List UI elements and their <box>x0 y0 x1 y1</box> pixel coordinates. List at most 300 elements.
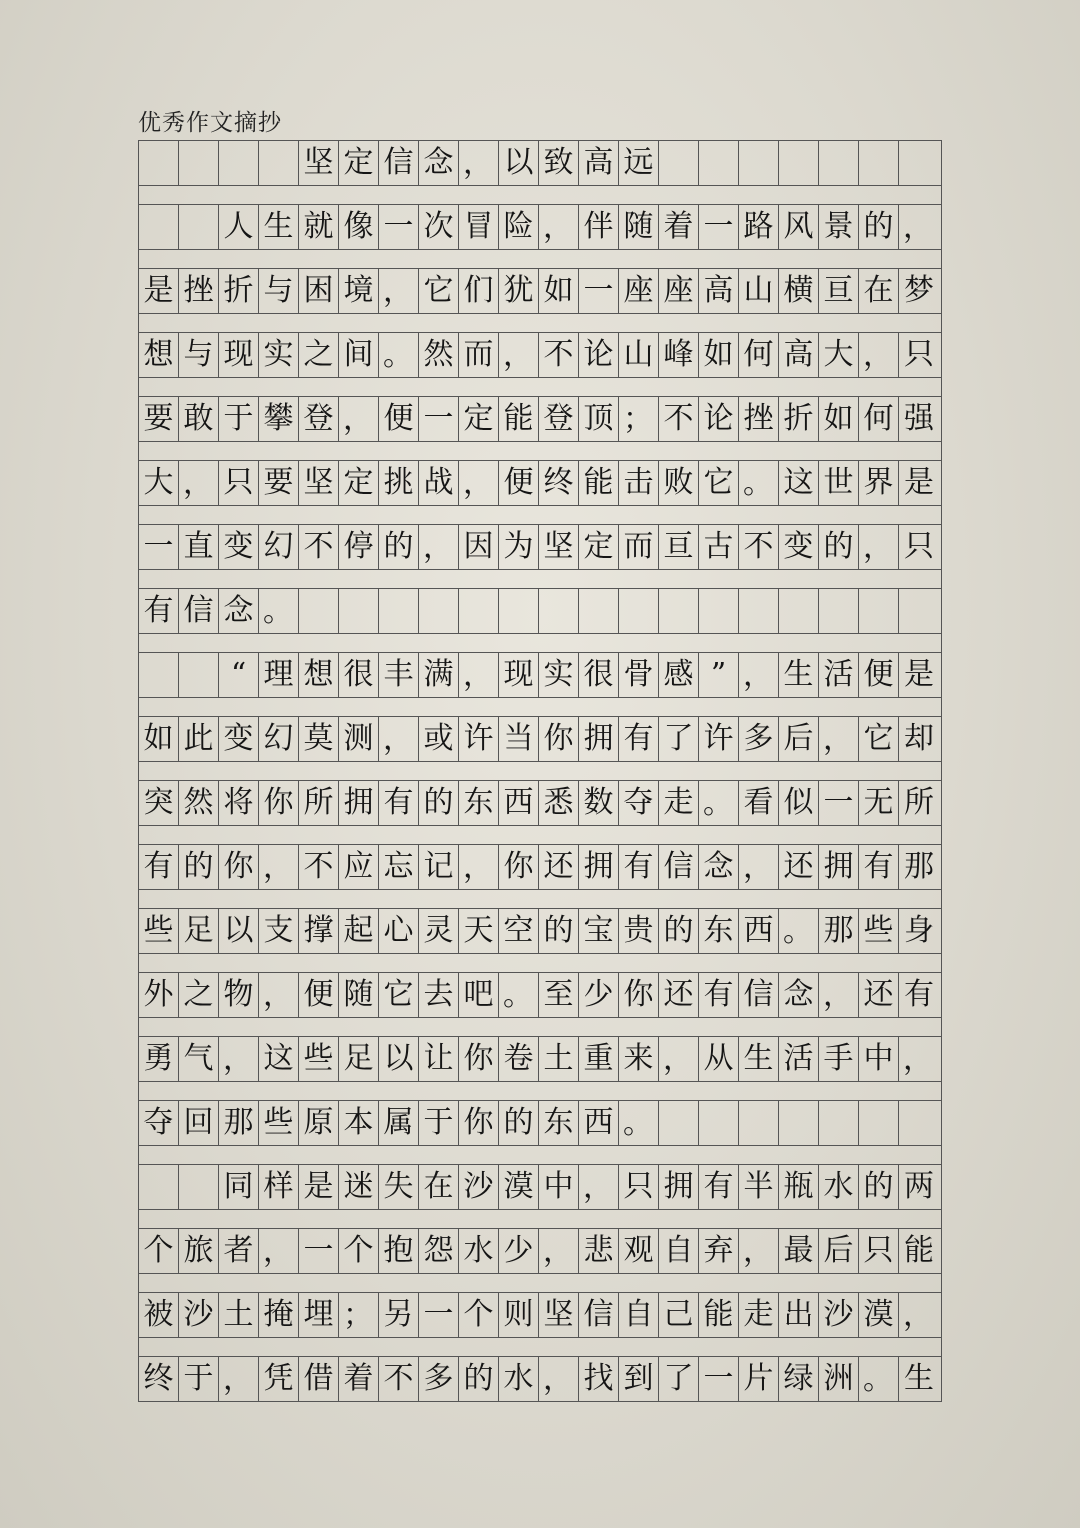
grid-cell: 的 <box>859 205 899 249</box>
grid-cell: 感 <box>659 653 699 697</box>
grid-cell: 世 <box>819 461 859 505</box>
grid-cell: 境 <box>339 269 379 313</box>
grid-cell: 撑 <box>299 909 339 953</box>
grid-cell: 很 <box>579 653 619 697</box>
grid-cell: 活 <box>779 1037 819 1081</box>
grid-cell: 突 <box>139 781 179 825</box>
grid-cell <box>659 141 699 185</box>
grid-cell: 。 <box>699 781 739 825</box>
grid-cell: 。 <box>619 1101 659 1145</box>
grid-cell: 个 <box>339 1229 379 1273</box>
grid-cell: ， <box>859 333 899 377</box>
grid-cell: 贵 <box>619 909 659 953</box>
grid-row-gap <box>139 761 941 780</box>
grid-cell: 的 <box>419 781 459 825</box>
grid-cell: 天 <box>459 909 499 953</box>
grid-cell: 属 <box>379 1101 419 1145</box>
grid-cell: 些 <box>139 909 179 953</box>
grid-cell: 水 <box>819 1165 859 1209</box>
grid-cell: 无 <box>859 781 899 825</box>
grid-cell <box>179 141 219 185</box>
grid-cell: 顶 <box>579 397 619 441</box>
grid-cell <box>259 141 299 185</box>
grid-cell: 你 <box>459 1037 499 1081</box>
grid-cell: 念 <box>699 845 739 889</box>
grid-cell <box>739 1101 779 1145</box>
grid-cell: ， <box>903 1298 933 1333</box>
grid-cell: 远 <box>619 141 659 185</box>
grid-cell: 有 <box>619 717 659 761</box>
grid-cell <box>859 141 899 185</box>
grid-cell: 峰 <box>659 333 699 377</box>
grid-cell: 论 <box>699 397 739 441</box>
grid-cell: 沙 <box>819 1293 859 1337</box>
grid-cell: 有 <box>139 845 179 889</box>
grid-cell: 个 <box>459 1293 499 1337</box>
grid-cell: 让 <box>419 1037 459 1081</box>
grid-cell: 原 <box>299 1101 339 1145</box>
grid-cell: 至 <box>539 973 579 1017</box>
grid-cell: 凭 <box>259 1357 299 1401</box>
grid-cell: 夺 <box>619 781 659 825</box>
grid-cell <box>699 1101 739 1145</box>
grid-cell: 出 <box>779 1293 819 1337</box>
grid-cell: 空 <box>499 909 539 953</box>
grid-cell: 的 <box>819 525 859 569</box>
grid-cell: 亘 <box>819 269 859 313</box>
grid-cell: 随 <box>339 973 379 1017</box>
grid-row-gap <box>139 1081 941 1100</box>
grid-cell: 后 <box>779 717 819 761</box>
grid-cell: ， <box>903 210 933 245</box>
grid-cell: 悉 <box>539 781 579 825</box>
grid-row-gap <box>139 953 941 972</box>
grid-cell: 们 <box>459 269 499 313</box>
grid-cell: ， <box>539 205 579 249</box>
grid-cell: 灵 <box>419 909 459 953</box>
grid-cell: 西 <box>499 781 539 825</box>
grid-cell: 只 <box>904 529 934 564</box>
grid-cell: 实 <box>259 333 299 377</box>
grid-cell: 信 <box>579 1293 619 1337</box>
grid-cell <box>899 589 939 633</box>
grid-cell: 一 <box>299 1229 339 1273</box>
grid-cell: 支 <box>259 909 299 953</box>
grid-cell: 攀 <box>259 397 299 441</box>
grid-cell: ， <box>259 973 299 1017</box>
grid-cell: 最 <box>779 1229 819 1273</box>
grid-cell: 能 <box>579 461 619 505</box>
grid-cell: 信 <box>179 589 219 633</box>
grid-cell: 却 <box>904 721 934 756</box>
grid-cell: 来 <box>619 1037 659 1081</box>
grid-cell: 你 <box>539 717 579 761</box>
grid-cell: 不 <box>299 525 339 569</box>
grid-cell: ， <box>179 461 219 505</box>
grid-cell: 挫 <box>179 269 219 313</box>
grid-cell: ； <box>339 1293 379 1337</box>
grid-cell: 。 <box>739 461 779 505</box>
grid-cell: 拥 <box>579 717 619 761</box>
grid-cell: 拥 <box>819 845 859 889</box>
grid-cell: ， <box>499 333 539 377</box>
grid-cell <box>339 589 379 633</box>
grid-cell: 少 <box>579 973 619 1017</box>
grid-cell <box>539 589 579 633</box>
grid-cell: 被 <box>139 1293 179 1337</box>
grid-cell <box>139 1165 179 1209</box>
grid-cell: ， <box>459 653 499 697</box>
grid-cell: 只 <box>859 1229 899 1273</box>
grid-cell: 信 <box>739 973 779 1017</box>
grid-cell: 定 <box>339 461 379 505</box>
grid-cell: 物 <box>219 973 259 1017</box>
grid-cell: 而 <box>619 525 659 569</box>
grid-cell: 折 <box>219 269 259 313</box>
essay-line-row <box>139 1100 941 1145</box>
grid-cell: 身 <box>904 913 934 948</box>
grid-cell: 不 <box>739 525 779 569</box>
grid-cell: 强 <box>904 401 934 436</box>
grid-cell: 一 <box>419 1293 459 1337</box>
grid-cell: 定 <box>339 141 379 185</box>
grid-cell: 似 <box>779 781 819 825</box>
grid-cell: 东 <box>459 781 499 825</box>
grid-cell: 那 <box>904 849 934 884</box>
essay-title-row <box>139 140 941 185</box>
grid-cell: ， <box>539 1229 579 1273</box>
grid-cell: 便 <box>299 973 339 1017</box>
grid-cell: ， <box>419 525 459 569</box>
grid-cell <box>139 141 179 185</box>
grid-cell: 还 <box>779 845 819 889</box>
grid-cell: 座 <box>659 269 699 313</box>
grid-cell <box>899 1101 939 1145</box>
grid-cell: 信 <box>659 845 699 889</box>
grid-cell: 另 <box>379 1293 419 1337</box>
grid-cell: 能 <box>904 1233 934 1268</box>
grid-cell: 一 <box>579 269 619 313</box>
grid-cell: 水 <box>499 1357 539 1401</box>
grid-cell: 何 <box>739 333 779 377</box>
grid-cell: 的 <box>179 845 219 889</box>
grid-cell: 古 <box>699 525 739 569</box>
grid-cell: 满 <box>419 653 459 697</box>
grid-cell: 借 <box>299 1357 339 1401</box>
essay-line-row <box>139 332 941 377</box>
grid-cell: 瓶 <box>779 1165 819 1209</box>
grid-cell: 有 <box>904 977 934 1012</box>
grid-cell: ” <box>699 653 739 697</box>
grid-row-gap <box>139 441 941 460</box>
grid-cell: 数 <box>579 781 619 825</box>
grid-cell: 心 <box>379 909 419 953</box>
grid-cell: 拥 <box>659 1165 699 1209</box>
grid-cell: 生 <box>904 1361 934 1396</box>
grid-cell: 定 <box>579 525 619 569</box>
grid-cell: 气 <box>179 1037 219 1081</box>
grid-cell: 如 <box>819 397 859 441</box>
grid-cell: 洲 <box>819 1357 859 1401</box>
grid-cell: 生 <box>259 205 299 249</box>
grid-cell: ， <box>579 1165 619 1209</box>
grid-cell: ， <box>459 845 499 889</box>
grid-cell: 骨 <box>619 653 659 697</box>
grid-cell: 它 <box>699 461 739 505</box>
grid-cell: 将 <box>219 781 259 825</box>
grid-cell: 它 <box>419 269 459 313</box>
grid-cell <box>139 653 179 697</box>
grid-cell: 为 <box>499 525 539 569</box>
grid-cell: 高 <box>699 269 739 313</box>
grid-cell: 它 <box>859 717 899 761</box>
grid-cell: 很 <box>339 653 379 697</box>
essay-line-row <box>139 652 941 697</box>
grid-cell: “ <box>219 653 259 697</box>
grid-cell: 念 <box>219 589 259 633</box>
grid-cell: 起 <box>339 909 379 953</box>
grid-cell: 一 <box>699 205 739 249</box>
grid-cell: 你 <box>619 973 659 1017</box>
grid-cell: 信 <box>379 141 419 185</box>
grid-cell: 宝 <box>579 909 619 953</box>
grid-cell: 论 <box>579 333 619 377</box>
grid-cell: 间 <box>339 333 379 377</box>
grid-cell: 如 <box>699 333 739 377</box>
grid-cell: 以 <box>499 141 539 185</box>
essay-line-row <box>139 1036 941 1081</box>
grid-cell: 冒 <box>459 205 499 249</box>
grid-cell: 从 <box>699 1037 739 1081</box>
essay-line-row <box>139 716 941 761</box>
grid-cell: 个 <box>139 1229 179 1273</box>
grid-cell: 抱 <box>379 1229 419 1273</box>
grid-cell: 沙 <box>459 1165 499 1209</box>
grid-cell: 本 <box>339 1101 379 1145</box>
grid-cell: 生 <box>779 653 819 697</box>
grid-cell: 掩 <box>259 1293 299 1337</box>
grid-cell: 座 <box>619 269 659 313</box>
grid-cell: 高 <box>779 333 819 377</box>
grid-cell: 片 <box>739 1357 779 1401</box>
grid-cell: 东 <box>539 1101 579 1145</box>
grid-cell: 一 <box>419 397 459 441</box>
grid-cell: 景 <box>819 205 859 249</box>
grid-cell: 而 <box>459 333 499 377</box>
grid-cell: 终 <box>539 461 579 505</box>
grid-cell: 击 <box>619 461 659 505</box>
grid-cell: 埋 <box>299 1293 339 1337</box>
grid-cell: 与 <box>179 333 219 377</box>
grid-cell: 东 <box>699 909 739 953</box>
grid-cell: 以 <box>219 909 259 953</box>
grid-cell: 幻 <box>259 525 299 569</box>
grid-row-gap <box>139 697 941 716</box>
grid-cell: 在 <box>419 1165 459 1209</box>
grid-cell: 有 <box>139 589 179 633</box>
grid-cell: 与 <box>259 269 299 313</box>
grid-cell: 样 <box>259 1165 299 1209</box>
grid-row-gap <box>139 1145 941 1164</box>
grid-cell <box>739 589 779 633</box>
grid-cell: 。 <box>259 589 299 633</box>
grid-cell: 登 <box>299 397 339 441</box>
grid-cell: 那 <box>819 909 859 953</box>
grid-cell: 想 <box>139 333 179 377</box>
grid-cell: 漠 <box>859 1293 899 1337</box>
grid-cell: ， <box>903 1042 933 1077</box>
grid-cell: 有 <box>699 1165 739 1209</box>
grid-cell: ， <box>459 461 499 505</box>
grid-cell: 还 <box>659 973 699 1017</box>
grid-cell: 。 <box>779 909 819 953</box>
grid-cell: ， <box>539 1357 579 1401</box>
grid-cell: 是 <box>139 269 179 313</box>
grid-cell: 沙 <box>179 1293 219 1337</box>
grid-cell: 要 <box>259 461 299 505</box>
grid-cell: 只 <box>219 461 259 505</box>
grid-cell: 应 <box>339 845 379 889</box>
grid-cell: 便 <box>499 461 539 505</box>
grid-cell: 活 <box>819 653 859 697</box>
grid-cell: 不 <box>299 845 339 889</box>
grid-cell: 险 <box>499 205 539 249</box>
grid-cell <box>859 589 899 633</box>
grid-cell: 困 <box>299 269 339 313</box>
grid-row-gap <box>139 889 941 908</box>
grid-cell: 变 <box>779 525 819 569</box>
grid-cell <box>499 589 539 633</box>
grid-cell: 的 <box>859 1165 899 1209</box>
grid-cell: 只 <box>619 1165 659 1209</box>
grid-cell: 的 <box>659 909 699 953</box>
grid-cell: 中 <box>859 1037 899 1081</box>
grid-cell: 要 <box>139 397 179 441</box>
grid-cell: 实 <box>539 653 579 697</box>
grid-cell: 便 <box>859 653 899 697</box>
grid-cell: 挫 <box>739 397 779 441</box>
grid-cell: 终 <box>139 1357 179 1401</box>
grid-cell: 重 <box>579 1037 619 1081</box>
grid-cell: 梦 <box>904 273 934 308</box>
grid-cell: 然 <box>179 781 219 825</box>
grid-cell: 随 <box>619 205 659 249</box>
grid-cell: 怨 <box>419 1229 459 1273</box>
grid-cell: 坚 <box>299 141 339 185</box>
grid-cell: 所 <box>904 785 934 820</box>
grid-cell: 败 <box>659 461 699 505</box>
grid-cell: 土 <box>219 1293 259 1337</box>
grid-cell: 大 <box>819 333 859 377</box>
grid-cell <box>219 141 259 185</box>
grid-cell: 些 <box>259 1101 299 1145</box>
essay-line-row <box>139 1356 941 1401</box>
grid-cell: 路 <box>739 205 779 249</box>
grid-cell: 便 <box>379 397 419 441</box>
grid-cell: 那 <box>219 1101 259 1145</box>
grid-cell: 此 <box>179 717 219 761</box>
grid-cell: ， <box>379 269 419 313</box>
grid-cell: 你 <box>219 845 259 889</box>
grid-cell: ， <box>819 973 859 1017</box>
grid-cell: ； <box>619 397 659 441</box>
grid-cell: 念 <box>779 973 819 1017</box>
grid-cell: 有 <box>379 781 419 825</box>
grid-cell: 观 <box>619 1229 659 1273</box>
grid-cell <box>779 1101 819 1145</box>
grid-cell: 多 <box>739 717 779 761</box>
grid-cell <box>419 589 459 633</box>
grid-cell: 之 <box>179 973 219 1017</box>
grid-cell <box>819 589 859 633</box>
grid-cell: 的 <box>499 1101 539 1145</box>
grid-cell <box>859 1101 899 1145</box>
grid-cell: 卷 <box>499 1037 539 1081</box>
grid-cell: 一 <box>379 205 419 249</box>
essay-line-row <box>139 460 941 505</box>
grid-cell: 绿 <box>779 1357 819 1401</box>
grid-cell: 半 <box>739 1165 779 1209</box>
grid-cell: 土 <box>539 1037 579 1081</box>
grid-cell: 能 <box>699 1293 739 1337</box>
grid-cell: 所 <box>299 781 339 825</box>
grid-cell: 多 <box>419 1357 459 1401</box>
grid-cell: ， <box>219 1037 259 1081</box>
grid-cell: 不 <box>539 333 579 377</box>
grid-cell: 在 <box>859 269 899 313</box>
essay-line-row <box>139 780 941 825</box>
grid-cell: 悲 <box>579 1229 619 1273</box>
grid-row-gap <box>139 505 941 524</box>
grid-cell <box>819 1101 859 1145</box>
grid-cell: 看 <box>739 781 779 825</box>
grid-cell: 有 <box>699 973 739 1017</box>
grid-cell: ， <box>459 141 499 185</box>
grid-cell: 许 <box>699 717 739 761</box>
grid-cell: 生 <box>739 1037 779 1081</box>
grid-cell: 走 <box>659 781 699 825</box>
grid-cell: 直 <box>179 525 219 569</box>
grid-cell: ， <box>259 845 299 889</box>
grid-cell: 失 <box>379 1165 419 1209</box>
grid-cell: 些 <box>299 1037 339 1081</box>
grid-cell: ， <box>379 717 419 761</box>
grid-cell: 少 <box>499 1229 539 1273</box>
grid-cell: 念 <box>419 141 459 185</box>
grid-cell <box>699 589 739 633</box>
grid-cell <box>299 589 339 633</box>
grid-cell: 则 <box>499 1293 539 1337</box>
grid-cell: 定 <box>459 397 499 441</box>
grid-cell: 迷 <box>339 1165 379 1209</box>
grid-cell: 后 <box>819 1229 859 1273</box>
grid-cell: ， <box>859 525 899 569</box>
grid-cell: 拥 <box>579 845 619 889</box>
grid-cell: 于 <box>419 1101 459 1145</box>
grid-cell: 亘 <box>659 525 699 569</box>
grid-cell: 一 <box>139 525 179 569</box>
grid-cell: 中 <box>539 1165 579 1209</box>
grid-cell <box>179 1165 219 1209</box>
grid-cell: 现 <box>499 653 539 697</box>
grid-cell <box>619 589 659 633</box>
grid-cell: 漠 <box>499 1165 539 1209</box>
grid-cell: 就 <box>299 205 339 249</box>
grid-cell: 外 <box>139 973 179 1017</box>
grid-cell: 的 <box>539 909 579 953</box>
grid-cell <box>779 141 819 185</box>
grid-row-gap <box>139 1209 941 1228</box>
